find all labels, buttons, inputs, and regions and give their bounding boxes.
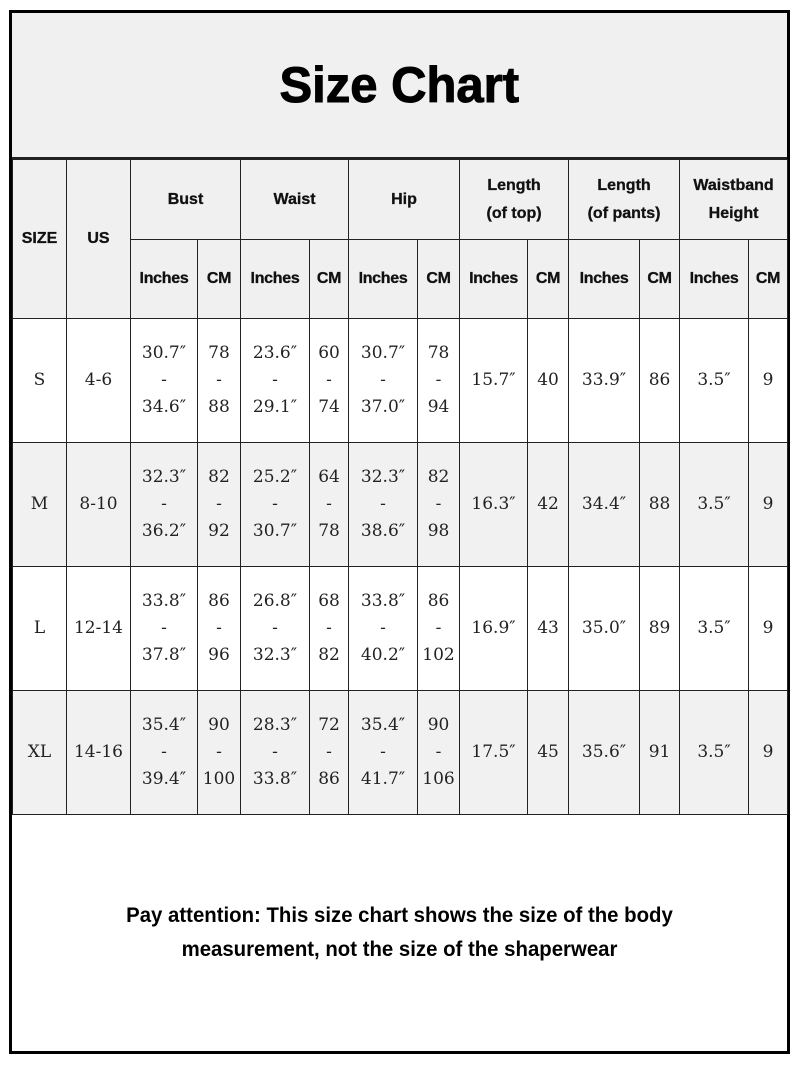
pants-length-cm-cell: 88 xyxy=(640,443,680,567)
header-waist: Waist xyxy=(241,160,349,240)
header-size: SIZE xyxy=(13,160,67,319)
us-cell: 12-14 xyxy=(67,567,131,691)
top-length-inches-cell: 16.9″ xyxy=(460,567,528,691)
waist-cm-cell: 72 - 86 xyxy=(310,691,349,815)
unit-cm: CM xyxy=(528,240,569,319)
hip-inches-cell: 35.4″ - 41.7″ xyxy=(349,691,418,815)
size-cell: XL xyxy=(13,691,67,815)
header-us: US xyxy=(67,160,131,319)
hip-cm-cell: 82 - 98 xyxy=(418,443,460,567)
hip-cm-cell: 90 - 106 xyxy=(418,691,460,815)
bust-inches-cell: 30.7″ - 34.6″ xyxy=(131,319,198,443)
waist-cm-cell: 68 - 82 xyxy=(310,567,349,691)
hip-inches-cell: 33.8″ - 40.2″ xyxy=(349,567,418,691)
top-length-cm-cell: 42 xyxy=(528,443,569,567)
header-waistband-height: Waistband Height xyxy=(680,160,788,240)
bust-inches-cell: 35.4″ - 39.4″ xyxy=(131,691,198,815)
bust-cm-cell: 86 - 96 xyxy=(198,567,241,691)
page-title: Size Chart xyxy=(279,57,520,113)
waistband-inches-cell: 3.5″ xyxy=(680,691,749,815)
hip-cm-cell: 78 - 94 xyxy=(418,319,460,443)
unit-cm: CM xyxy=(640,240,680,319)
table-row-s xyxy=(13,319,788,443)
top-length-inches-cell: 15.7″ xyxy=(460,319,528,443)
hip-inches-cell: 32.3″ - 38.6″ xyxy=(349,443,418,567)
attention-note xyxy=(24,811,776,1054)
pants-length-inches-cell: 33.9″ xyxy=(569,319,640,443)
waistband-cm-cell: 9 xyxy=(749,567,788,691)
hip-cm-cell: 86 - 102 xyxy=(418,567,460,691)
waist-cm-cell: 60 - 74 xyxy=(310,319,349,443)
waistband-cm-cell: 9 xyxy=(749,691,788,815)
size-cell: M xyxy=(13,443,67,567)
title-band xyxy=(12,13,787,159)
header-row-groups xyxy=(13,160,788,240)
bust-inches-cell: 32.3″ - 36.2″ xyxy=(131,443,198,567)
pants-length-cm-cell: 89 xyxy=(640,567,680,691)
waist-inches-cell: 28.3″ - 33.8″ xyxy=(241,691,310,815)
unit-inches: Inches xyxy=(680,240,749,319)
top-length-cm-cell: 43 xyxy=(528,567,569,691)
unit-inches: Inches xyxy=(460,240,528,319)
unit-cm: CM xyxy=(418,240,460,319)
bust-cm-cell: 78 - 88 xyxy=(198,319,241,443)
pants-length-cm-cell: 91 xyxy=(640,691,680,815)
waist-cm-cell: 64 - 78 xyxy=(310,443,349,567)
size-table xyxy=(12,159,788,815)
waistband-cm-cell: 9 xyxy=(749,443,788,567)
header-length-top: Length (of top) xyxy=(460,160,569,240)
header-length-pants: Length (of pants) xyxy=(569,160,680,240)
us-cell: 8-10 xyxy=(67,443,131,567)
pants-length-inches-cell: 35.6″ xyxy=(569,691,640,815)
waist-inches-cell: 25.2″ - 30.7″ xyxy=(241,443,310,567)
pants-length-cm-cell: 86 xyxy=(640,319,680,443)
size-cell: S xyxy=(13,319,67,443)
note-line-2: measurement, not the size of the shaperwear xyxy=(181,937,618,961)
waistband-cm-cell: 9 xyxy=(749,319,788,443)
top-length-inches-cell: 16.3″ xyxy=(460,443,528,567)
waistband-inches-cell: 3.5″ xyxy=(680,443,749,567)
us-cell: 14-16 xyxy=(67,691,131,815)
unit-inches: Inches xyxy=(241,240,310,319)
unit-inches: Inches xyxy=(349,240,418,319)
waistband-inches-cell: 3.5″ xyxy=(680,319,749,443)
pants-length-inches-cell: 34.4″ xyxy=(569,443,640,567)
note-line-1: Pay attention: This size chart shows the size of the body xyxy=(126,903,673,927)
hip-inches-cell: 30.7″ - 37.0″ xyxy=(349,319,418,443)
size-cell: L xyxy=(13,567,67,691)
bust-cm-cell: 82 - 92 xyxy=(198,443,241,567)
top-length-cm-cell: 40 xyxy=(528,319,569,443)
waistband-inches-cell: 3.5″ xyxy=(680,567,749,691)
header-bust: Bust xyxy=(131,160,241,240)
top-length-cm-cell: 45 xyxy=(528,691,569,815)
pants-length-inches-cell: 35.0″ xyxy=(569,567,640,691)
table-row-l xyxy=(13,567,788,691)
waist-inches-cell: 26.8″ - 32.3″ xyxy=(241,567,310,691)
bust-cm-cell: 90 - 100 xyxy=(198,691,241,815)
top-length-inches-cell: 17.5″ xyxy=(460,691,528,815)
unit-cm: CM xyxy=(198,240,241,319)
unit-cm: CM xyxy=(310,240,349,319)
table-row-m xyxy=(13,443,788,567)
unit-cm: CM xyxy=(749,240,788,319)
size-chart-frame xyxy=(9,10,790,1054)
bust-inches-cell: 33.8″ - 37.8″ xyxy=(131,567,198,691)
us-cell: 4-6 xyxy=(67,319,131,443)
unit-inches: Inches xyxy=(131,240,198,319)
table-row-xl xyxy=(13,691,788,815)
unit-inches: Inches xyxy=(569,240,640,319)
waist-inches-cell: 23.6″ - 29.1″ xyxy=(241,319,310,443)
header-hip: Hip xyxy=(349,160,460,240)
